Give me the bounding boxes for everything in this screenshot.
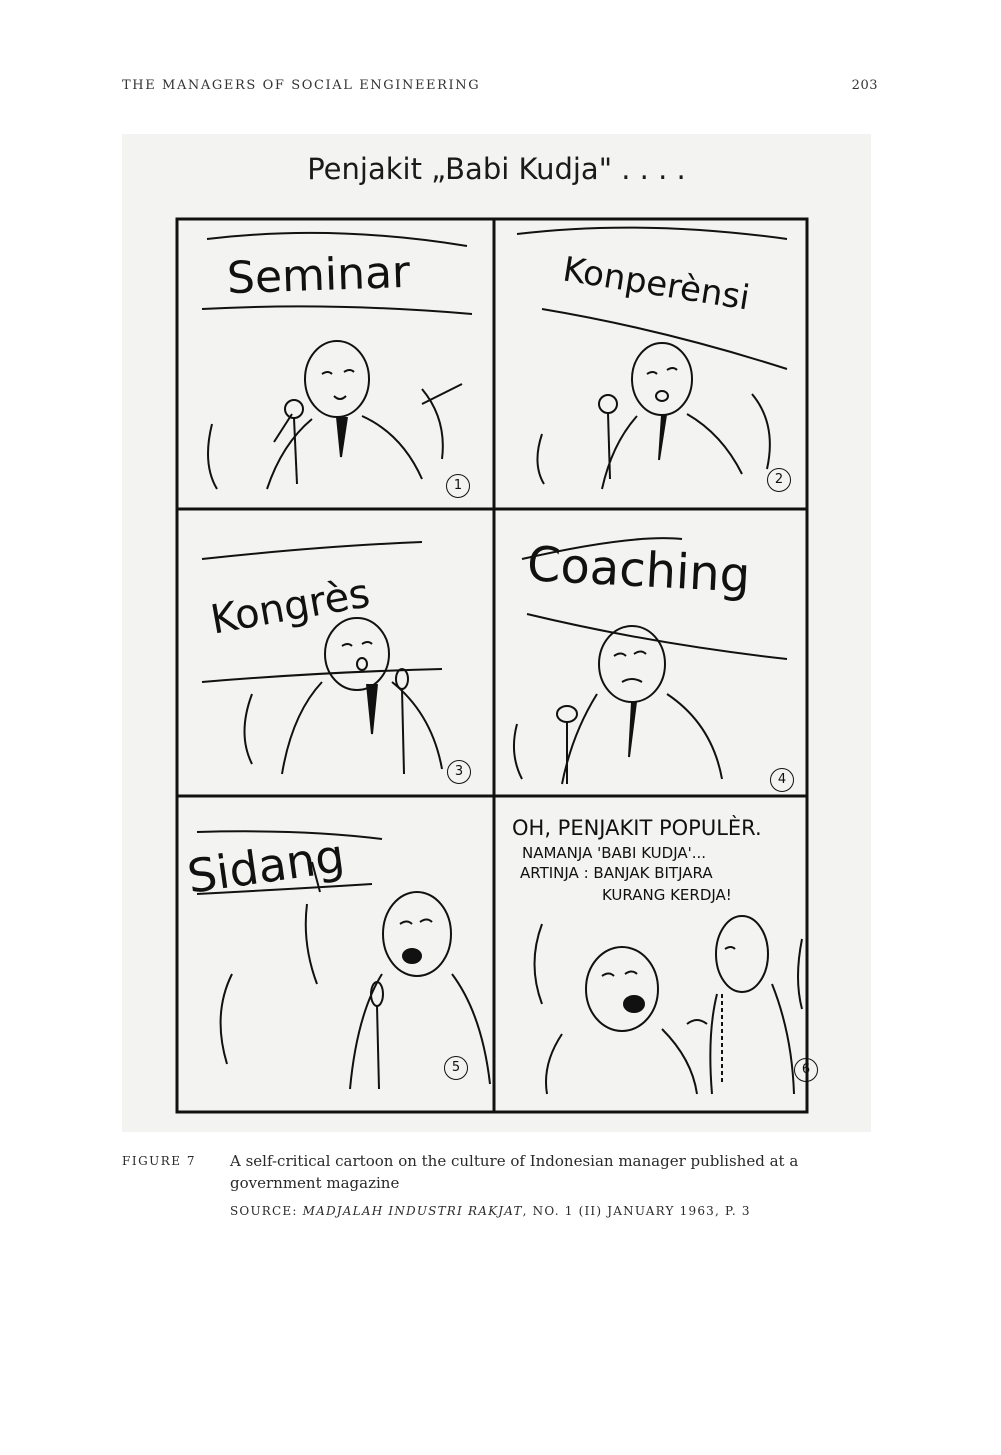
panel-grid-frame: [177, 219, 807, 1112]
caption-text: A self-critical cartoon on the culture of Indonesian manager published at a government magazine: [230, 1152, 799, 1192]
panel-6-speech-line-2: NAMANJA 'BABI KUDJA'...: [522, 844, 707, 862]
source-prefix: SOURCE:: [230, 1204, 303, 1218]
panel-5-speaker: [221, 862, 490, 1089]
panel-1-number: 1: [446, 474, 470, 498]
panel-1-speaker: [208, 341, 462, 489]
running-head: [122, 78, 878, 100]
panel-6-speech-line-3: ARTINJA : BANJAK BITJARA: [520, 864, 713, 882]
panel-3-number: 3: [447, 760, 471, 784]
panel-2-speaker: [537, 343, 769, 489]
panel-4-speaker: [514, 626, 722, 784]
cartoon-figure: [122, 134, 871, 1132]
panel-2-label: Konperènsi: [560, 249, 753, 319]
panel-4-label: Coaching: [525, 536, 752, 604]
figure-label: FIGURE 7: [122, 1154, 197, 1168]
panel-6-speech-line-4: KURANG KERDJA!: [602, 886, 732, 904]
panel-3-label: Kongrès: [207, 570, 374, 644]
panel-2-number: 2: [767, 468, 791, 492]
source-title: MADJALAH INDUSTRI RAKJAT: [302, 1204, 523, 1218]
panel-6-patient-and-doctor: [535, 916, 803, 1094]
panel-3-speaker: [245, 618, 443, 774]
cartoon-title: Penjakit „Babi Kudja" . . . .: [307, 152, 686, 186]
panel-6-speech-line-1: OH, PENJAKIT POPULÈR.: [512, 816, 762, 840]
panel-5-number: 5: [444, 1056, 468, 1080]
running-title: THE MANAGERS OF SOCIAL ENGINEERING: [122, 78, 481, 93]
panel-1-label: Seminar: [226, 246, 411, 305]
panel-4-number: 4: [770, 768, 794, 792]
panel-6-number: 6: [794, 1058, 818, 1082]
page-number: 203: [851, 78, 878, 93]
source-details: , NO. 1 (II) JANUARY 1963, P. 3: [522, 1204, 751, 1218]
panel-5-label: Sidang: [184, 828, 348, 904]
caption-source: [230, 1200, 870, 1222]
